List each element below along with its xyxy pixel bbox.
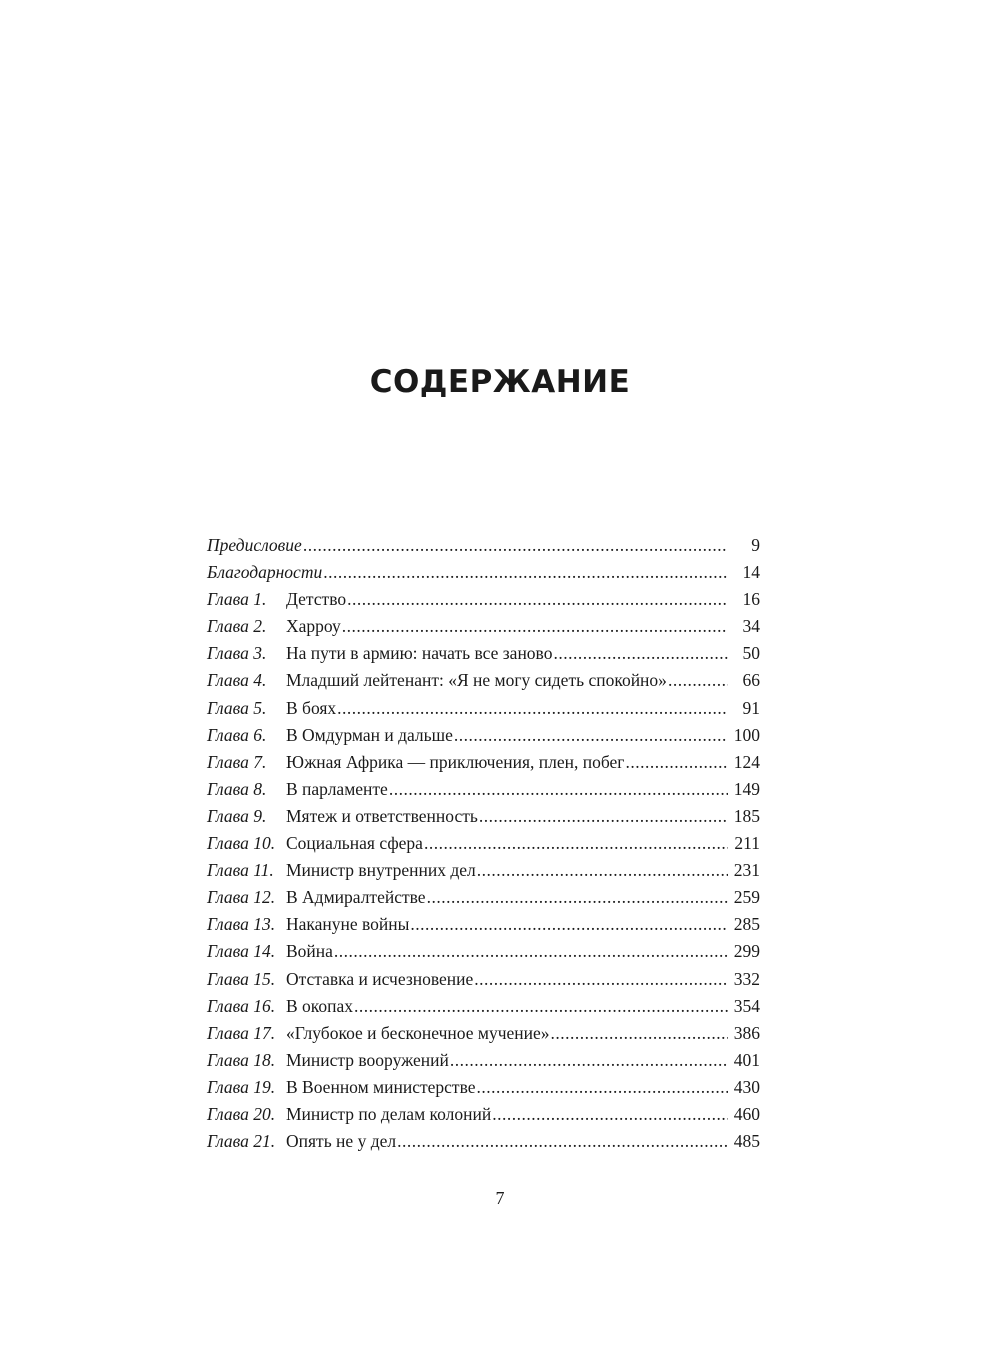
dot-leader: [551, 1020, 728, 1047]
dot-leader: [427, 884, 728, 911]
dot-leader: [410, 911, 728, 938]
toc-entry: [207, 1128, 760, 1155]
toc-entry: [207, 1020, 760, 1047]
dot-leader: [337, 695, 728, 722]
toc-entry: [207, 776, 760, 803]
entry-page-number: 259: [733, 887, 760, 908]
chapter-label: Глава 20.: [207, 1103, 276, 1124]
chapter-label: Глава 2.: [207, 616, 267, 637]
entry-title: Накануне войны: [286, 914, 410, 935]
entry-page-number: 34: [742, 616, 760, 637]
toc-entry: [207, 640, 760, 667]
toc-entry: [207, 911, 760, 938]
entry-page-number: 485: [733, 1131, 760, 1152]
chapter-label: Глава 5.: [207, 697, 267, 718]
dot-leader: [397, 1128, 728, 1155]
entry-title: В парламенте: [286, 778, 388, 799]
dot-leader: [389, 776, 728, 803]
chapter-label: Глава 17.: [207, 1022, 276, 1043]
toc-entry: [207, 749, 760, 776]
entry-title: Министр внутренних дел: [286, 860, 476, 881]
chapter-label: Глава 14.: [207, 941, 276, 962]
dot-leader: [553, 640, 728, 667]
dot-leader: [477, 857, 728, 884]
dot-leader: [303, 532, 728, 559]
chapter-label: Глава 15.: [207, 968, 276, 989]
table-of-contents: [207, 532, 760, 1155]
entry-page-number: 66: [742, 670, 760, 691]
entry-page-number: 9: [751, 535, 760, 555]
toc-entry: [207, 857, 760, 884]
chapter-label: Глава 7.: [207, 751, 267, 772]
chapter-label: Глава 8.: [207, 778, 267, 799]
toc-entry: [207, 613, 760, 640]
entry-page-number: 386: [733, 1022, 760, 1043]
dot-leader: [347, 586, 728, 613]
entry-title: В Омдурман и дальше: [286, 724, 453, 745]
entry-title: В Военном министерстве: [286, 1076, 476, 1097]
entry-page-number: 185: [733, 805, 760, 826]
toc-entry: [207, 938, 760, 965]
toc-entry: [207, 532, 760, 559]
entry-page-number: 231: [733, 860, 760, 881]
entry-page-number: 354: [733, 995, 760, 1016]
dot-leader: [492, 1101, 728, 1128]
dot-leader: [424, 830, 728, 857]
entry-title: Предисловие: [207, 535, 302, 555]
entry-page-number: 100: [733, 724, 760, 745]
chapter-label: Глава 13.: [207, 914, 276, 935]
entry-page-number: 124: [733, 751, 760, 772]
dot-leader: [474, 966, 728, 993]
entry-page-number: 285: [733, 914, 760, 935]
toc-entry: [207, 667, 760, 694]
chapter-label: Глава 10.: [207, 833, 276, 854]
entry-title: В боях: [286, 697, 337, 718]
chapter-label: Глава 12.: [207, 887, 276, 908]
entry-title: Детство: [286, 589, 347, 610]
toc-entry: [207, 803, 760, 830]
entry-title: Южная Африка — приключения, плен, побег: [286, 751, 625, 772]
chapter-label: Глава 6.: [207, 724, 267, 745]
entry-page-number: 430: [733, 1076, 760, 1097]
entry-title: На пути в армию: начать все заново: [286, 643, 553, 664]
dot-leader: [334, 938, 728, 965]
toc-entry: [207, 722, 760, 749]
entry-page-number: 14: [742, 562, 760, 583]
entry-page-number: 50: [742, 643, 760, 664]
dot-leader: [454, 722, 728, 749]
toc-entry: [207, 559, 760, 586]
page-title: СОДЕРЖАНИЕ: [369, 364, 631, 400]
dot-leader: [668, 667, 728, 694]
dot-leader: [450, 1047, 728, 1074]
dot-leader: [323, 559, 728, 586]
toc-entry: [207, 884, 760, 911]
chapter-label: Глава 9.: [207, 805, 267, 826]
entry-title: Опять не у дел: [286, 1131, 397, 1152]
page-number: 7: [495, 1188, 505, 1208]
entry-page-number: 332: [733, 968, 760, 989]
entry-title: Харроу: [286, 616, 341, 637]
chapter-label: Глава 19.: [207, 1076, 276, 1097]
entry-title: В окопах: [286, 995, 354, 1016]
entry-title: Мятеж и ответственность: [286, 805, 478, 826]
entry-page-number: 16: [742, 589, 760, 610]
chapter-label: Глава 4.: [207, 670, 267, 691]
entry-title: Война: [286, 941, 333, 962]
toc-entry: [207, 993, 760, 1020]
entry-title: В Адмиралтействе: [286, 887, 426, 908]
dot-leader: [479, 803, 728, 830]
toc-entry: [207, 695, 760, 722]
chapter-label: Глава 18.: [207, 1049, 276, 1070]
toc-entry: [207, 586, 760, 613]
entry-page-number: 460: [733, 1103, 760, 1124]
entry-page-number: 149: [733, 778, 760, 799]
chapter-label: Глава 1.: [207, 589, 267, 610]
toc-entry: [207, 1101, 760, 1128]
chapter-label: Глава 3.: [207, 643, 267, 664]
entry-title: Министр вооружений: [286, 1049, 449, 1070]
dot-leader: [342, 613, 728, 640]
entry-title: Министр по делам колоний: [286, 1103, 492, 1124]
entry-title: Отставка и исчезновение: [286, 968, 474, 989]
toc-entry: [207, 830, 760, 857]
chapter-label: Глава 21.: [207, 1131, 276, 1152]
dot-leader: [625, 749, 728, 776]
entry-title: «Глубокое и бесконечное мучение»: [286, 1022, 550, 1043]
entry-page-number: 211: [734, 833, 760, 854]
entry-title: Социальная сфера: [286, 833, 423, 854]
entry-title: Младший лейтенант: «Я не могу сидеть спокойно»: [286, 670, 667, 691]
entry-title: Благодарности: [207, 562, 323, 583]
toc-entry: [207, 1047, 760, 1074]
dot-leader: [477, 1074, 729, 1101]
toc-entry: [207, 1074, 760, 1101]
chapter-label: Глава 11.: [207, 860, 274, 881]
entry-page-number: 299: [733, 941, 760, 962]
entry-page-number: 91: [742, 697, 760, 718]
chapter-label: Глава 16.: [207, 995, 276, 1016]
entry-page-number: 401: [733, 1049, 760, 1070]
dot-leader: [354, 993, 728, 1020]
toc-entry: [207, 966, 760, 993]
